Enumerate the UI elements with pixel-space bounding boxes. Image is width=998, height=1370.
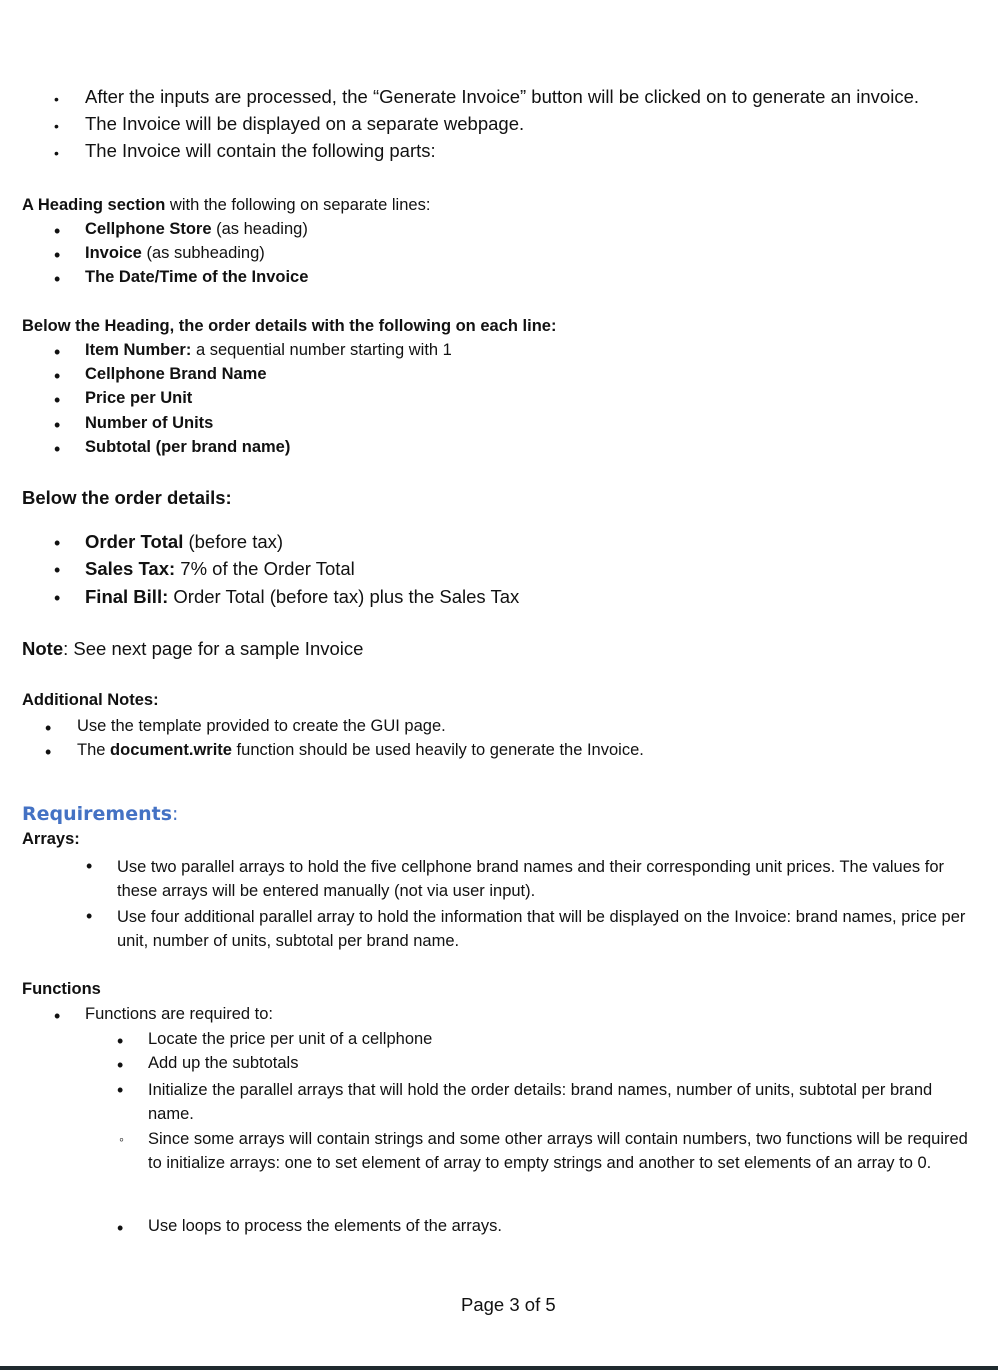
function-item: Add up the subtotals: [148, 1054, 299, 1072]
bottom-border: [0, 1366, 998, 1370]
below-order-bold: Final Bill:: [85, 586, 169, 607]
note-text: The: [77, 741, 111, 759]
bullet: •: [54, 533, 61, 553]
bullet: •: [86, 856, 93, 876]
additional-note-item: Use the template provided to create the GUI page.: [77, 717, 446, 735]
order-detail-item: [85, 438, 290, 457]
heading-section-title-bold: A Heading section: [22, 196, 166, 214]
bullet: •: [54, 342, 61, 362]
heading-item-bold: Invoice: [85, 244, 142, 262]
bullet: •: [54, 439, 61, 459]
bullet: •: [54, 269, 61, 289]
bullet: •: [54, 588, 61, 608]
heading-item-rest: (as heading): [211, 220, 308, 238]
page-number: Page 3 of 5: [461, 1294, 556, 1315]
bullet: •: [54, 245, 61, 265]
bullet: •: [54, 145, 59, 161]
below-order-item: [85, 531, 283, 553]
intro-item: After the inputs are processed, the “Generate Invoice” button will be clicked on to generate an invoice.: [85, 86, 920, 107]
order-details-title: Below the Heading, the order details with the following on each line:: [22, 317, 557, 335]
intro-item: The Invoice will be displayed on a separate webpage.: [85, 113, 525, 134]
order-detail-bold: Subtotal (per brand name): [85, 438, 291, 456]
order-detail-bold: Item Number:: [85, 341, 192, 359]
heading-item: [85, 244, 265, 263]
requirements-colon: :: [172, 803, 179, 825]
below-order-rest: Order Total (before tax) plus the Sales Tax: [168, 586, 520, 607]
bullet: •: [45, 718, 52, 738]
note-rest: : See next page for a sample Invoice: [63, 638, 364, 659]
order-detail-item: [85, 341, 452, 360]
below-order-rest: (before tax): [183, 531, 284, 552]
heading-item-bold: The Date/Time of the Invoice: [85, 268, 309, 286]
heading-section-title: [22, 196, 430, 215]
requirements-title: Requirements: [22, 803, 173, 825]
intro-item: The Invoice will contain the following parts:: [85, 140, 436, 161]
bullet: •: [54, 221, 61, 241]
function-item: Use loops to process the elements of the arrays.: [148, 1217, 503, 1235]
below-order-item: [85, 586, 519, 608]
note-code: document.write: [110, 741, 232, 759]
note: [22, 638, 363, 660]
heading-item-bold: Cellphone Store: [85, 220, 212, 238]
heading-item: [85, 220, 308, 239]
functions-title: Functions: [22, 980, 101, 998]
arrays-title: Arrays:: [22, 830, 80, 848]
below-order-bold: Sales Tax:: [85, 558, 176, 579]
order-detail-rest: a sequential number starting with 1: [191, 341, 452, 359]
bullet: •: [54, 415, 61, 435]
order-detail-item: [85, 365, 267, 384]
bullet: •: [54, 118, 59, 134]
function-sub-item: Since some arrays will contain strings and some other arrays will contain numbers, two functions will be required to initialize arrays: one to set element of array to empty strings and another to set elements of an array to 0.: [148, 1130, 968, 1172]
function-item: Locate the price per unit of a cellphone: [148, 1030, 433, 1048]
requirements-heading: [22, 803, 178, 825]
additional-note-item: [77, 741, 644, 760]
heading-section-title-rest: with the following on separate lines:: [165, 196, 431, 214]
bullet: •: [54, 1006, 61, 1026]
below-order-rest: 7% of the Order Total: [175, 558, 355, 579]
heading-item: [85, 268, 308, 287]
heading-item-rest: (as subheading): [141, 244, 265, 262]
note-text: function should be used heavily to generate the Invoice.: [231, 741, 644, 759]
bullet: •: [54, 91, 59, 107]
bullet: •: [117, 1031, 124, 1051]
functions-intro: Functions are required to:: [85, 1005, 274, 1023]
bullet: •: [54, 560, 61, 580]
bullet: •: [54, 366, 61, 386]
hollow-bullet: ◦: [119, 1131, 124, 1147]
order-detail-item: [85, 389, 192, 408]
note-bold: Note: [22, 638, 64, 659]
bullet: •: [45, 742, 52, 762]
below-order-bold: Order Total: [85, 531, 184, 552]
below-order-title: Below the order details:: [22, 487, 232, 508]
bullet: •: [117, 1080, 124, 1100]
order-detail-bold: Number of Units: [85, 414, 214, 432]
below-order-item: [85, 558, 355, 580]
order-detail-bold: Price per Unit: [85, 389, 193, 407]
function-item: Initialize the parallel arrays that will hold the order details: brand names, number of units, subtotal per brand name.: [148, 1081, 933, 1123]
bullet: •: [54, 390, 61, 410]
order-detail-item: [85, 414, 213, 433]
order-detail-bold: Cellphone Brand Name: [85, 365, 267, 383]
arrays-item: Use two parallel arrays to hold the five cellphone brand names and their corresponding unit prices. The values for these arrays will be entered manually (not via user input).: [117, 858, 944, 900]
arrays-item: Use four additional parallel array to hold the information that will be displayed on the Invoice: brand names, price per unit, number of units, subtotal per brand name.: [117, 908, 966, 950]
bullet: •: [86, 906, 93, 926]
additional-notes-title: Additional Notes:: [22, 691, 159, 709]
bullet: •: [117, 1218, 124, 1238]
bullet: •: [117, 1055, 124, 1075]
